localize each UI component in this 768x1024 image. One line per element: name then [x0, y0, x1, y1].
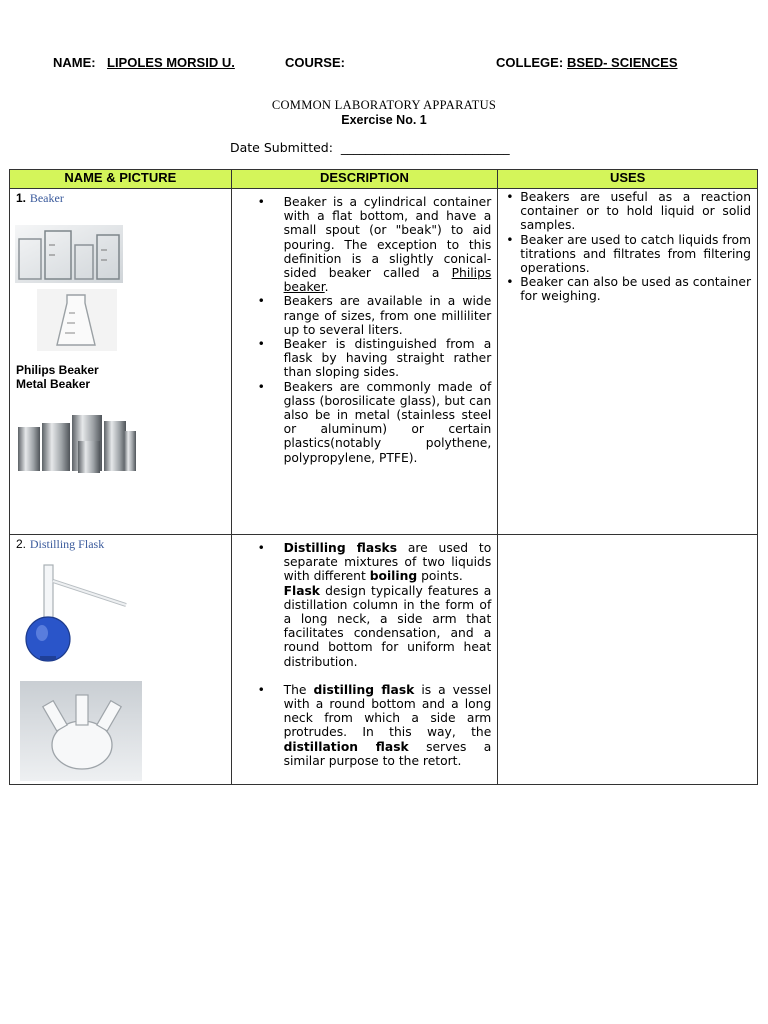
name-value: LIPOLES MORSID U.	[107, 55, 235, 70]
college-value: BSED- SCIENCES	[567, 55, 678, 70]
three-neck-flask-image	[20, 681, 142, 781]
item-name: Distilling Flask	[29, 537, 105, 551]
distilling-flask-image	[22, 561, 132, 663]
table-row	[10, 189, 758, 535]
apparatus-table	[9, 169, 758, 785]
name-label: NAME:	[53, 55, 96, 70]
philips-beaker-label: Philips Beaker	[16, 363, 99, 377]
list-item: • Beaker can also be used as container for weighing.	[520, 275, 751, 303]
table-header-row	[10, 170, 758, 189]
list-item: • Beaker is distinguished from a flask by having straight rather than sloping sides.	[284, 337, 492, 380]
date-label: Date Submitted:	[230, 140, 333, 155]
header-description: DESCRIPTION	[231, 170, 498, 189]
student-info-line	[0, 55, 768, 73]
glass-beakers-image	[15, 225, 123, 283]
college-label: COLLEGE:	[496, 55, 564, 70]
course-label: COURSE:	[285, 55, 345, 70]
metal-beaker-label: Metal Beaker	[16, 377, 91, 391]
uses-cell	[498, 189, 758, 535]
document-subtitle: Exercise No. 1	[341, 113, 427, 127]
list-item: • Beaker is a cylindrical container with a flat bottom, and have a small spout (or "beak") to aid pouring. The exception to this definition is a slightly conical-sided beaker called a Philips beaker.	[284, 195, 492, 294]
philips-beaker-link[interactable]: Philips beaker	[283, 266, 492, 295]
list-item: • Beakers are available in a wide range of sizes, from one milliliter up to several liters.	[284, 294, 492, 337]
list-item: • Beaker are used to catch liquids from titrations and filtrates from filtering operations.	[520, 233, 751, 276]
document-title: COMMON LABORATORY APPARATUS	[271, 98, 497, 112]
description-cell	[231, 189, 498, 535]
header-name-picture: NAME & PICTURE	[10, 170, 232, 189]
item-name: Beaker	[29, 191, 64, 205]
uses-cell-empty	[498, 535, 758, 785]
date-blank: ___________________________	[340, 140, 510, 155]
item-title	[16, 537, 104, 552]
list-item: • Distilling flasks are used to separate mixtures of two liquids with different boiling points. Flask design typically features a distillation column in the form of a long neck, a side arm that facilitates condensation, and a round bottom for uniform heat distribution.	[284, 541, 492, 669]
metal-beakers-image	[16, 411, 136, 477]
name-picture-cell	[10, 189, 232, 535]
header-uses: USES	[498, 170, 758, 189]
list-item: • Beakers are commonly made of glass (borosilicate glass), but can also be in metal (stainless steel or aluminum) or certain plastics(notably polythene, polypropylene, PTFE).	[284, 380, 492, 465]
philips-beaker-image	[37, 289, 117, 351]
table-row	[10, 535, 758, 785]
item-title	[16, 191, 64, 206]
date-submitted	[230, 140, 510, 155]
item-number: 2.	[16, 537, 27, 551]
list-item: • The distilling flask is a vessel with a round bottom and a long neck from which a side arm protrudes. In this way, the distillation flask serves a similar purpose to the retort.	[284, 683, 492, 768]
name-picture-cell	[10, 535, 232, 785]
description-cell	[231, 535, 498, 785]
item-number: 1.	[16, 191, 27, 205]
list-item: • Beakers are useful as a reaction container or to hold liquid or solid samples.	[520, 190, 751, 233]
